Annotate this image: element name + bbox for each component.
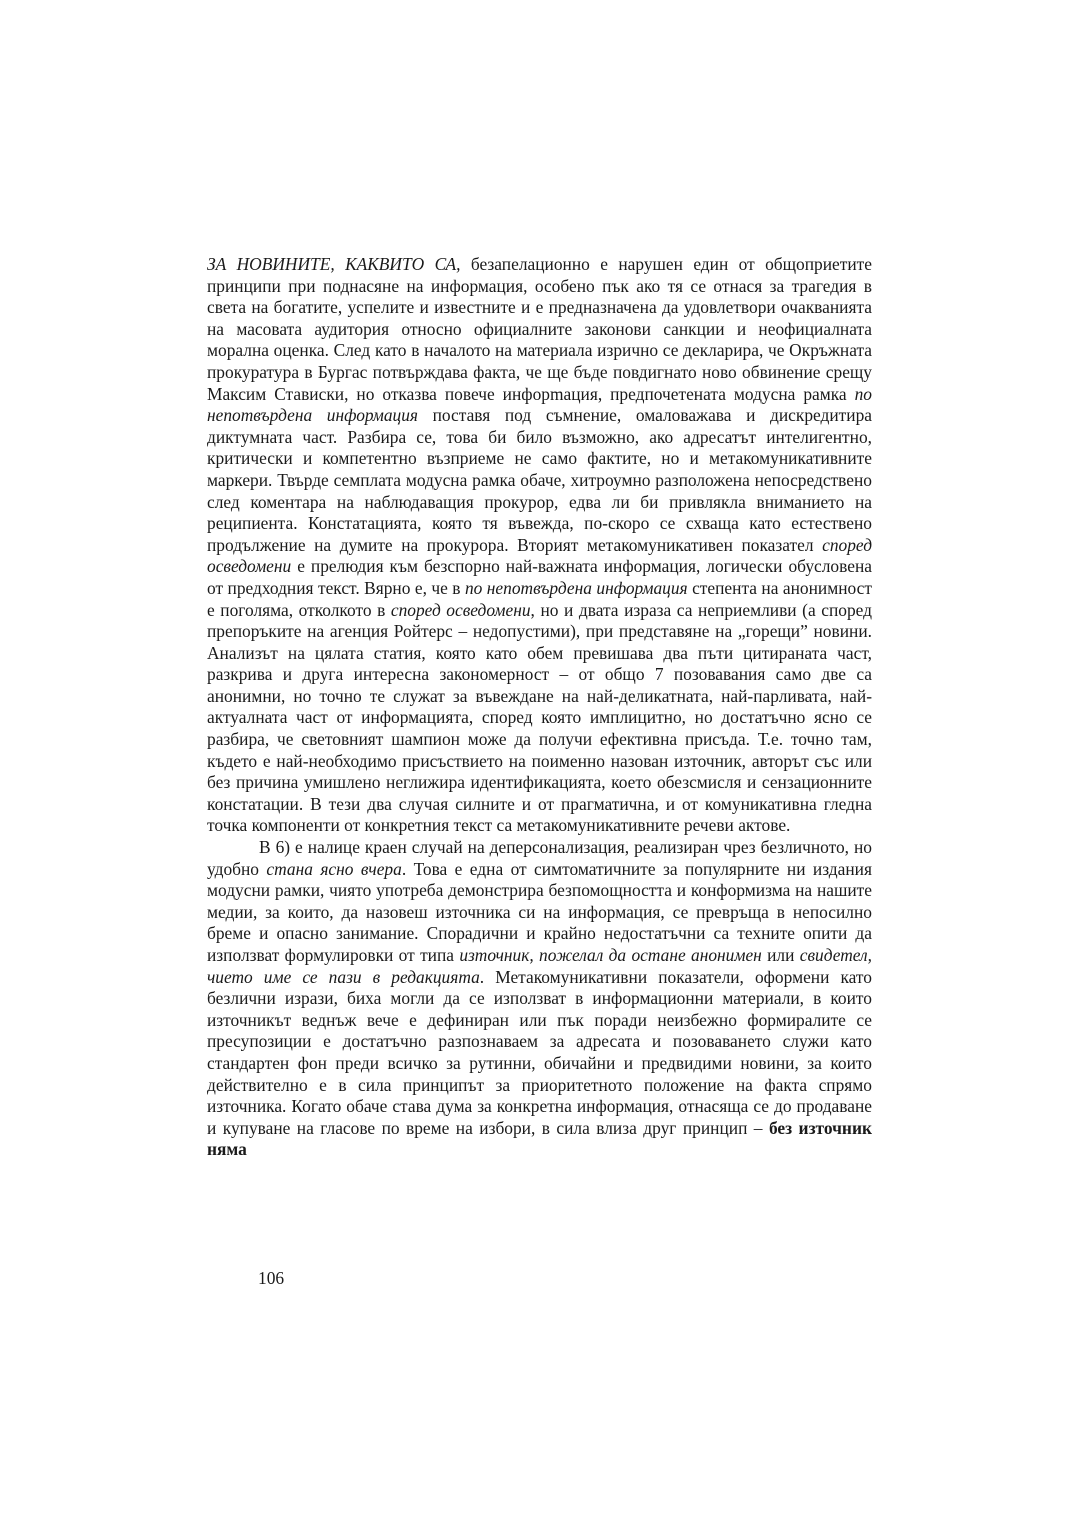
text-segment: , но и двата израза са неприемливи (а според препоръките на агенция Ройтерс – недопустими), при представяне на „горещи” новини. Анализът на цялата статия, която като обем превишава два пъти цитираната част, разкрива и друга интересна закономерност – от общо 7 позовавания само две са анонимни, но точно те служат за въвеждане на най-деликатната, най-парливата, най-актуалната част от информацията, според която имплицитно, но достатъчно ясно се разбира, че световният шампион може да получи ефективна присъда. Т.е. точно там, където е най-необходимо присъствието на поименно назован източник, авторът със или без причина умишлено неглижира идентификацията, което обезсмисля и сензационните констатации. В тези два случая силните и от прагматична, и от комуникативна гледна точка компоненти от конкретния текст са метакомуникативните речеви актове.: [207, 599, 872, 836]
text-segment: В 6) е налице краен случай на деперсонализация, реализиран чрез безличното, но удобно: [207, 837, 872, 879]
text-segment: поставя под съмнение, омаловажава и дискредитира диктумната част. Разбира се, това би било възможно, ако адресатът интелигентно, критически и компетентно възприеме не само фактите, но и метакомуникативните маркери. Твърде семплата модусна рамка обаче, хитроумно разположена непосредствено след коментара на наблюдаващия прокурор, едва ли би привлякла вниманието на реципиента. Констатацията, която тя въвежда, по-скоро се схваща като естествено продължение на думите на прокурора. Вторият метакомуникативен показател: [207, 405, 872, 555]
text-segment: свидетел, чието име се пази в редакцията: [207, 945, 872, 987]
page-number: 106: [258, 1268, 285, 1288]
text-segment: степента на анонимност е поголяма, отколкото в: [207, 577, 872, 620]
paragraph-1: [207, 254, 872, 837]
text-segment: или: [761, 945, 800, 965]
text-segment: стана ясно вчера: [266, 858, 402, 879]
text-segment: е прелюдия към безспорно най-важната информация, логически обусловена от предходния текст. Вярно е, че в: [207, 556, 872, 598]
text-segment: без източник няма: [207, 1117, 872, 1160]
text-segment: по непотвърдена информация: [207, 383, 872, 426]
body-text: [207, 254, 872, 1161]
text-segment: според осведомени: [207, 534, 872, 577]
text-segment: източник, пожелал да остане анонимен: [459, 945, 762, 965]
text-segment: . Това е една от симтоматичните за популярните ни издания модусни рамки, чиято употреба демонстрира безпомощността и конформизма на нашите медии, за които, да назовеш източника си на информация, се превръща в непосилно бреме и опасно занимание. Спорадични и крайно недостатъчни са техните опити да използват формулировки от типа: [207, 858, 872, 965]
text-segment: . Метакомуникативни показатели, оформени като безлични изрази, биха могли да се използват в информационни материали, в които източникът веднъж вече е дефиниран или пък поради неизбежно формиралите се пресупозиции е достатъчно разпознаваем за адресата и позоваването служи като стандартен фон преди всичко за рутинни, обичайни и предвидими новини, за които действително е в сила принципът за приоритетното положение на факта спрямо източника. Когато обаче става дума за конкретна информация, отнасяща се до продаване и купуване на гласове по време на избори, в сила влиза друг принцип –: [207, 966, 872, 1138]
paragraph-2: [207, 837, 872, 1161]
text-segment: ЗА НОВИНИТЕ, КАКВИТО СА,: [207, 254, 461, 274]
text-segment: безапелационно е нарушен един от общоприетите принципи при поднасяне на информация, особено пък ако тя се отнася за трагедия в света на богатите, успелите и известните и е предназначена да удовлетвори очакванията на масовата аудитория относно официалните законови санкции и неофициалната морална оценка. След като в началото на материала изрично се декларира, че Окръжната прокуратура в Бургас потвърждава факта, че ще бъде повдигнато ново обвинение срещу Максим Стависки, но отказва повече инфорmация, предпочетената модусна рамка: [207, 254, 872, 404]
text-segment: според осведомени: [390, 599, 531, 620]
text-segment: по непотвърдена информация: [464, 577, 688, 598]
